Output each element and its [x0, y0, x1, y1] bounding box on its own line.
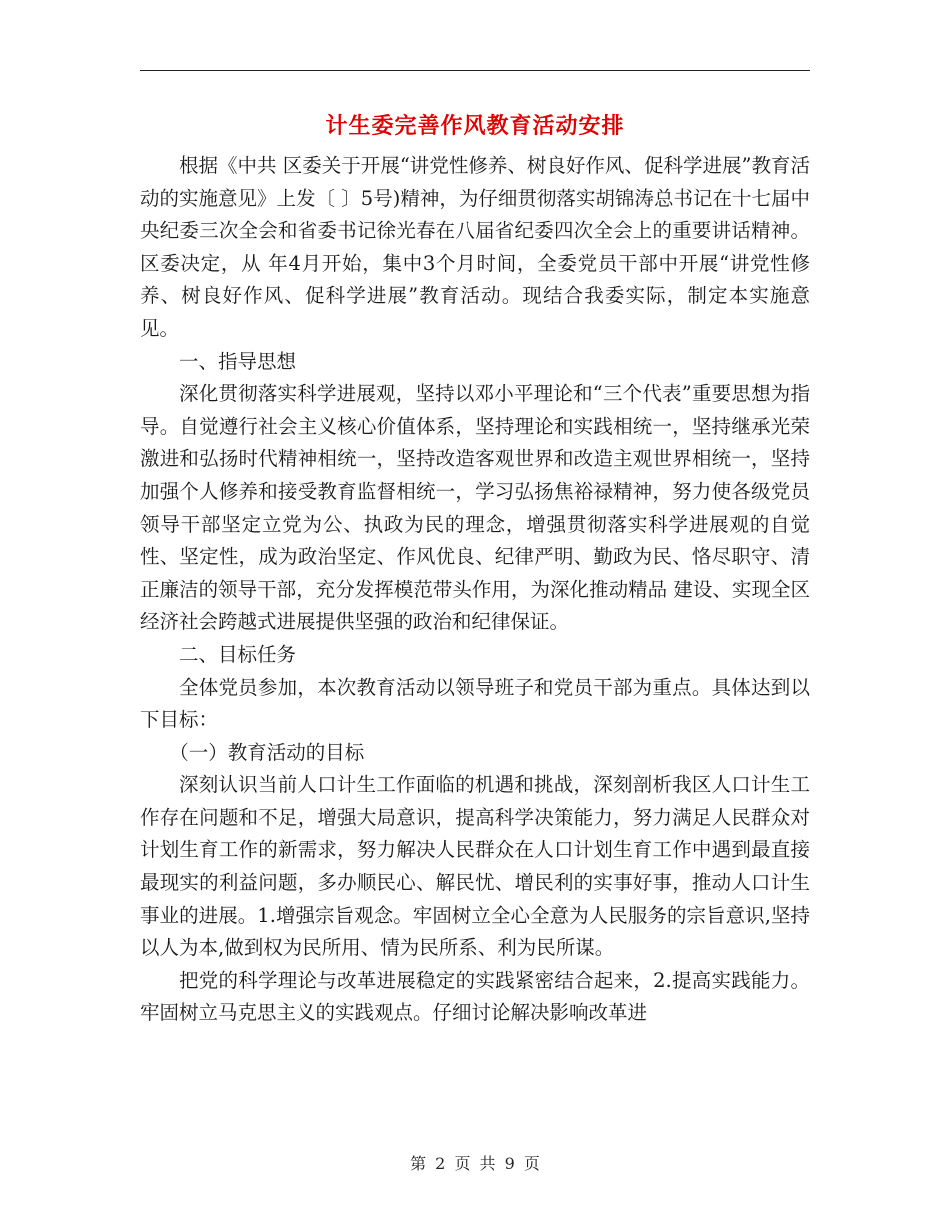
paragraph-practice: 把党的科学理论与改革进展稳定的实践紧密结合起来，2.提高实践能力。牢固树立马克思主义的实践观点。仔细讨论解决影响改革进	[140, 968, 810, 1025]
page-number-footer: 第 2 页 共 9 页	[410, 1154, 540, 1173]
section-heading-guiding-thought: 一、指导思想	[179, 349, 297, 373]
paragraph-activity-goals: 深刻认识当前人口计生工作面临的机遇和挑战，深刻剖析我区人口计生工作存在问题和不足，增强大局意识，提高科学决策能力，努力满足人民群众对计划生育工作的新需求，努力解决人民群众在人口计划生育工作中遇到最直接最现实的利益问题，多办顺民心、解民忧、增民利的实事好事，推动人口计生事业的进展。1.增强宗旨观念。牢固树立全心全意为人民服务的宗旨意识,坚持以人为本,做到权为民所用、情为民所系、利为民所谋。	[140, 773, 810, 960]
document-body	[140, 150, 810, 1030]
paragraph-guiding-thought: 深化贯彻落实科学进展观，坚持以邓小平理论和“三个代表”重要思想为指导。自觉遵行社会主义核心价值体系，坚持理论和实践相统一，坚持继承光荣激进和弘扬时代精神相统一，坚持改造客观世界和改造主观世界相统一，坚持加强个人修养和接受教育监督相统一，学习弘扬焦裕禄精神，努力使各级党员领导干部坚定立党为公、执政为民的理念，增强贯彻落实科学进展观的自觉性、坚定性，成为政治坚定、作风优良、纪律严明、勤政为民、恪尽职守、清正廉洁的领导干部，充分发挥模范带头作用，为深化推动精品 建设、实现全区经济社会跨越式进展提供坚强的政治和纪律保证。	[140, 382, 810, 634]
subsection-heading-activity-goals: （一）教育活动的目标	[169, 740, 365, 764]
paragraph-goals-intro: 全体党员参加，本次教育活动以领导班子和党员干部为重点。具体达到以下目标：	[140, 675, 810, 732]
header-rule	[140, 70, 810, 71]
document-title: 计生委完善作风教育活动安排	[325, 113, 625, 139]
section-heading-goals: 二、目标任务	[179, 642, 297, 666]
paragraph-intro: 根据《中共 区委关于开展“讲党性修养、树良好作风、促科学进展”教育活动的实施意见》上发〔 〕5号)精神，为仔细贯彻落实胡锦涛总书记在十七届中央纪委三次全会和省委书记徐光春在八届省纪委四次全会上的重要讲话精神。区委决定，从 年4月开始，集中3个月时间，全委党员干部中开展“讲党性修养、树良好作风、促科学进展”教育活动。现结合我委实际，制定本实施意见。	[140, 154, 810, 340]
